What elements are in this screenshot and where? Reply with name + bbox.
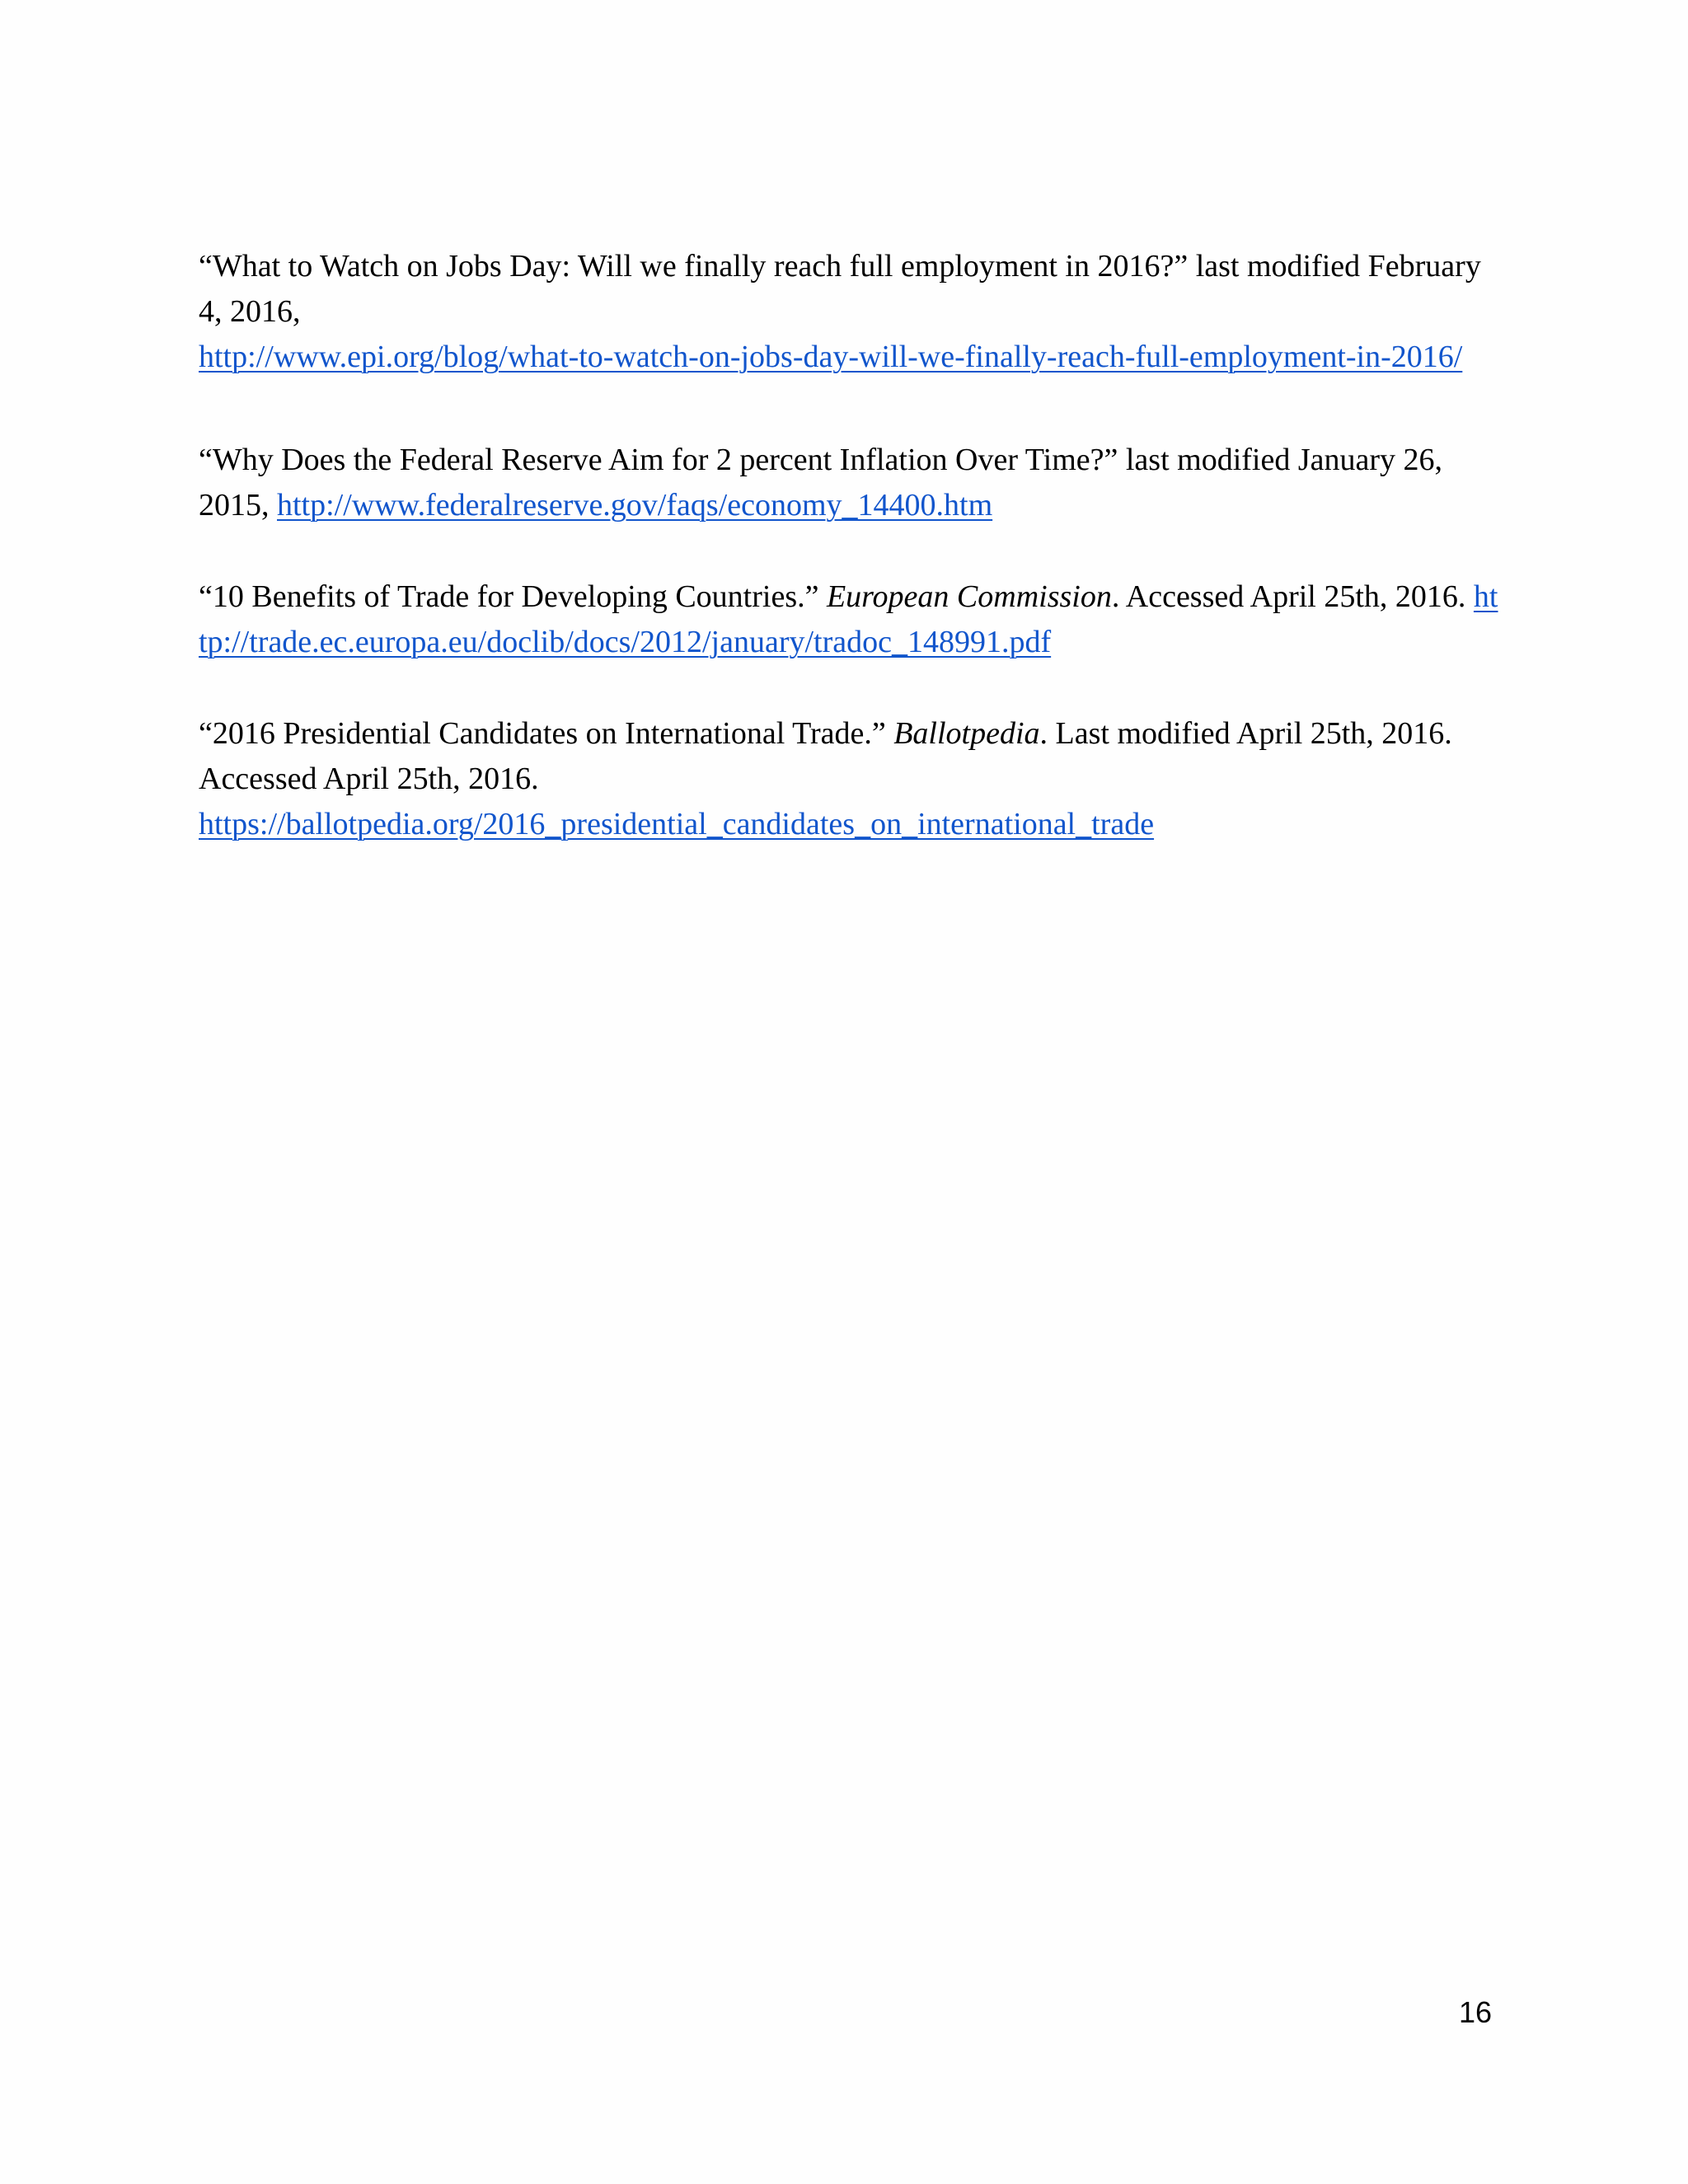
reference-entry bbox=[199, 711, 1501, 847]
reference-text: “Why Does the Federal Reserve Aim for 2 percent Inflation Over Time?” last modified January 26, 2015, bbox=[199, 443, 1443, 523]
reference-text: . Accessed April 25th, 2016. bbox=[1111, 579, 1466, 614]
reference-link[interactable]: http://www.federalreserve.gov/faqs/economy_14400.htm bbox=[277, 488, 993, 523]
reference-link[interactable]: https://ballotpedia.org/2016_presidential_candidates_on_international_trade bbox=[199, 807, 1155, 841]
reference-entry bbox=[199, 574, 1501, 665]
reference-link[interactable]: http://www.epi.org/blog/what-to-watch-on-jobs-day-will-we-finally-reach-full-employment-in-2016/ bbox=[199, 340, 1463, 374]
reference-text: “2016 Presidential Candidates on International Trade.” bbox=[199, 716, 886, 751]
reference-source: Ballotpedia bbox=[893, 716, 1040, 751]
reference-text: . Last modified April 25th, 2016. Accessed April 25th, 2016. bbox=[199, 716, 1452, 796]
reference-text: “10 Benefits of Trade for Developing Countries.” bbox=[199, 579, 819, 614]
page-number: 16 bbox=[1458, 1995, 1492, 2029]
reference-link[interactable]: http://trade.ec.europa.eu/doclib/docs/2012/january/tradoc_148991.pdf bbox=[199, 579, 1498, 659]
reference-list bbox=[199, 244, 1501, 847]
reference-entry bbox=[199, 438, 1501, 528]
reference-text: “What to Watch on Jobs Day: Will we finally reach full employment in 2016?” last modified February 4, 2016, bbox=[199, 249, 1481, 329]
reference-source: European Commission bbox=[826, 579, 1112, 614]
reference-entry bbox=[199, 244, 1501, 380]
